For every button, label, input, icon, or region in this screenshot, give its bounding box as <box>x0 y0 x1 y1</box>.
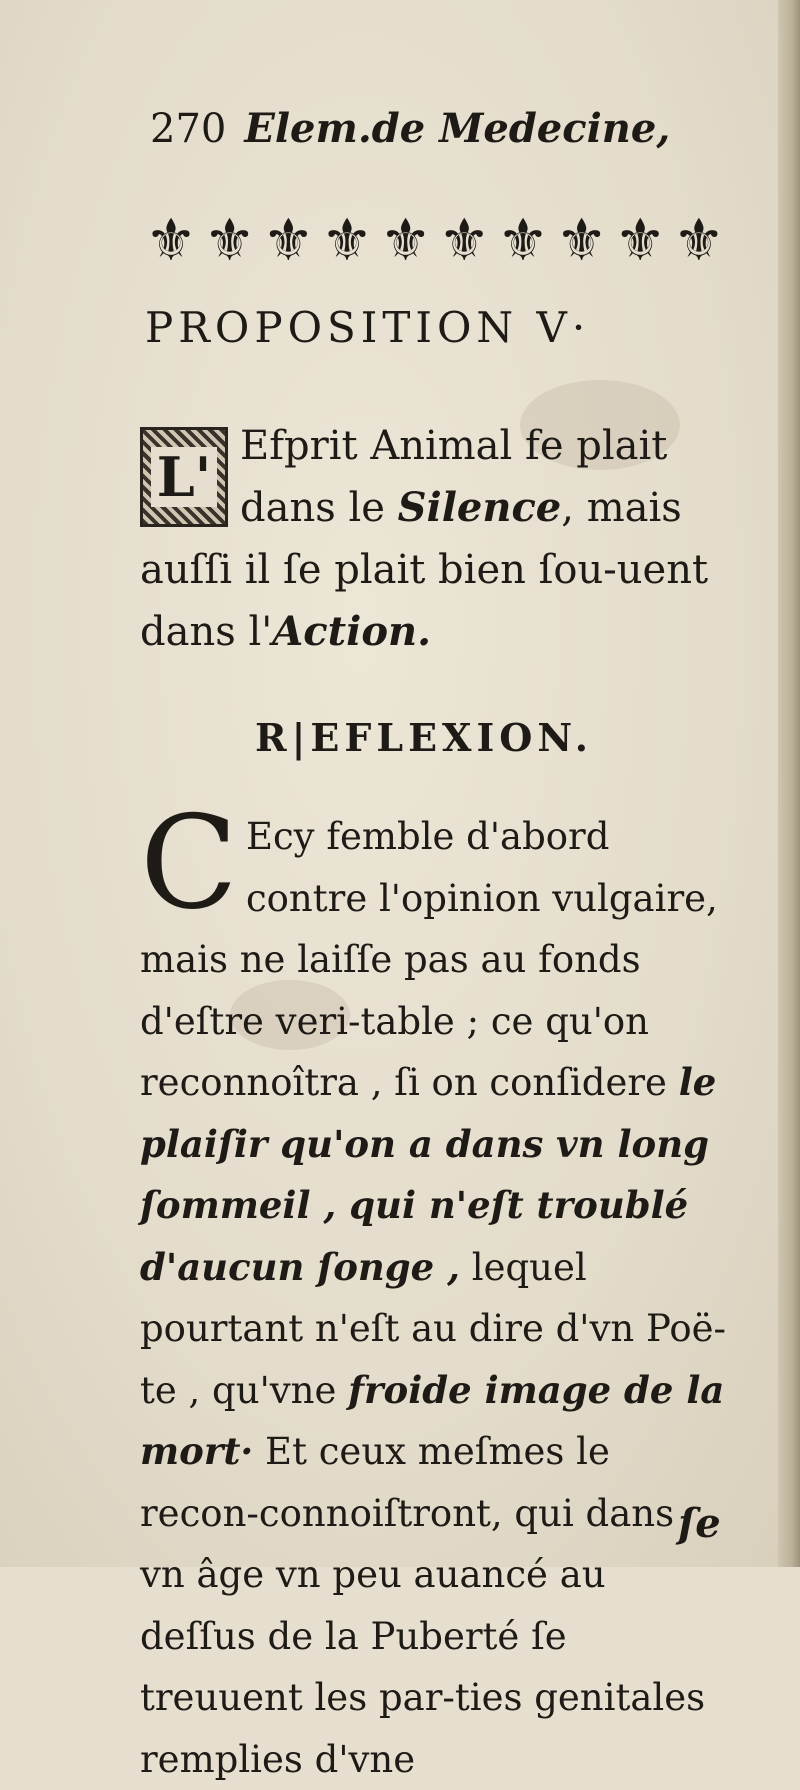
fleur-de-lis-icon: ⚜ <box>379 206 432 274</box>
text-run: Efprit Animal fe plait dans le <box>240 423 668 531</box>
reflexion-heading: R|EFLEXION. <box>255 715 593 760</box>
fleur-de-lis-icon: ⚜ <box>203 206 256 274</box>
italic-term: Silence <box>397 484 562 531</box>
text-run: Ecy femble d'abord contre l'opinion vulgaire, mais ne laiſſe pas au fonds d'eſtre veri-table ; ce qu'on reconnoîtra , ſi on conſidere <box>140 815 718 1104</box>
text-run: , mais auſſi il ſe plait bien ſou-uent dans l' <box>140 485 709 655</box>
fleuron-band <box>145 205 725 275</box>
italic-phrase: froide image de la mort· <box>140 1367 725 1473</box>
text-run: Et ceux meſmes le recon-connoiſtront, qui dans vn âge vn peu auancé au deſſus de la Puberté ſe treuuent les par-ties genitales remplies d'vne <box>140 1430 706 1781</box>
initial-letter: C <box>140 789 238 938</box>
running-title: Elem.de Medecine, <box>244 105 671 152</box>
italic-phrase: le plaiſir qu'on a dans vn long ſommeil , qui n'eſt troublé d'aucun ſonge , <box>140 1060 717 1289</box>
initial-letter: L' <box>151 447 218 507</box>
page-number: 270 <box>150 106 227 152</box>
fleur-de-lis-icon: ⚜ <box>555 206 608 274</box>
fleur-de-lis-icon: ⚜ <box>320 206 373 274</box>
fleur-de-lis-icon: ⚜ <box>614 206 667 274</box>
running-header <box>150 105 710 165</box>
fleur-de-lis-icon: ⚜ <box>438 206 491 274</box>
catchword: ſe <box>678 1500 721 1547</box>
text-run: lequel pourtant n'eſt au dire d'vn Poë-te , qu'vne <box>140 1245 727 1412</box>
proposition-heading: PROPOSITION V· <box>145 303 591 352</box>
italic-term: Action. <box>272 608 431 655</box>
decorated-initial <box>140 427 228 527</box>
proposition-text <box>140 415 730 663</box>
fleur-de-lis-icon: ⚜ <box>672 206 725 274</box>
page-gutter <box>778 0 800 1567</box>
fleur-de-lis-icon: ⚜ <box>262 206 315 274</box>
fleur-de-lis-icon: ⚜ <box>496 206 549 274</box>
reflexion-text <box>140 789 730 1790</box>
fleur-de-lis-icon: ⚜ <box>145 206 197 274</box>
